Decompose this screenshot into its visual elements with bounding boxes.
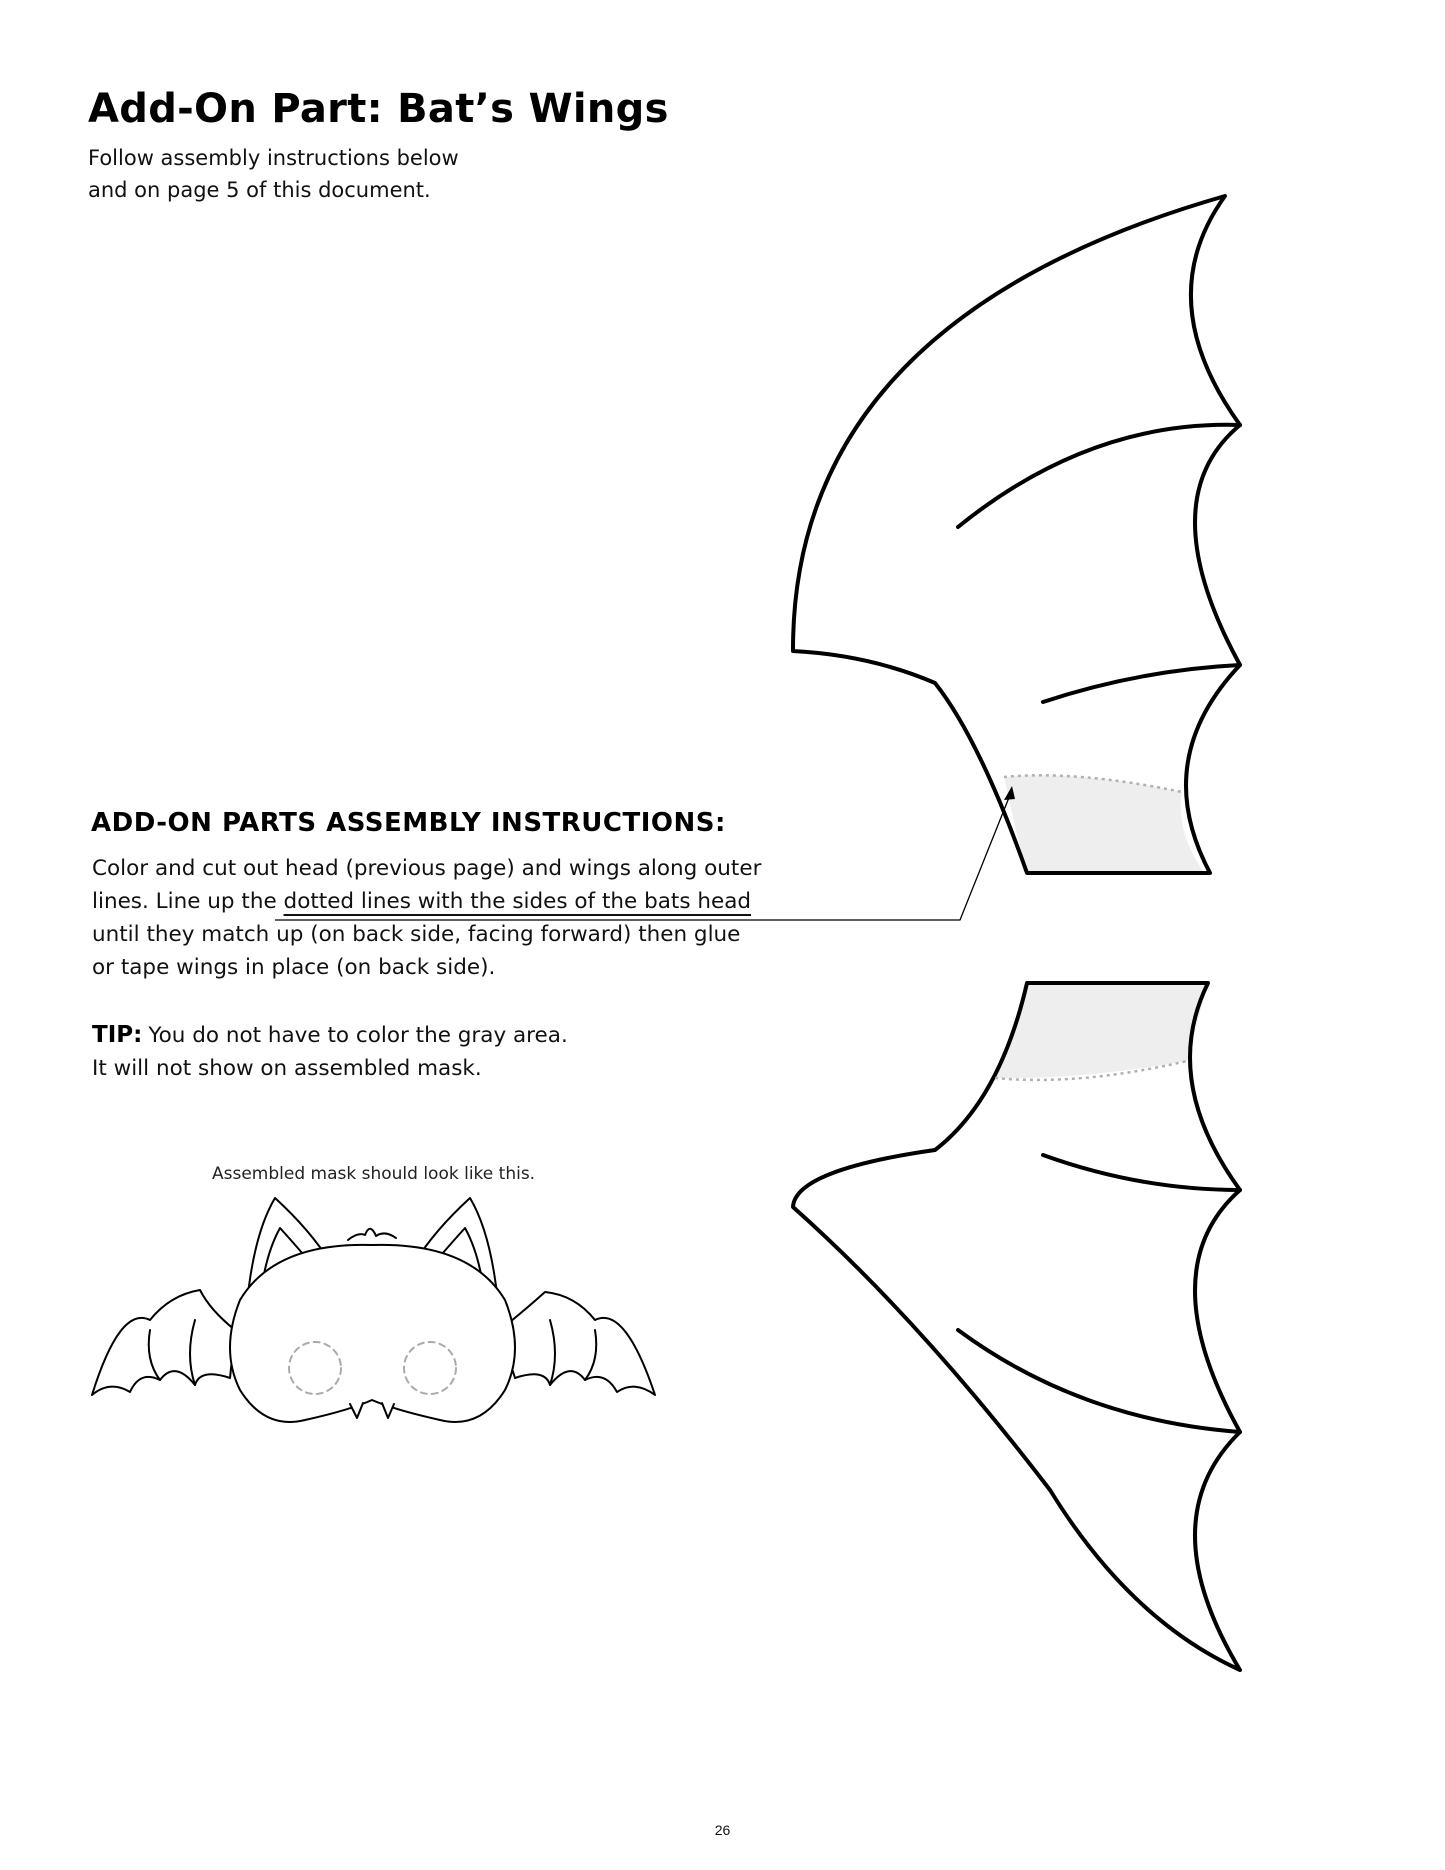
tip-line: It will not show on assembled mask.	[92, 1056, 482, 1081]
bottom-wing-outline	[793, 983, 1240, 1670]
instructions-line: until they match up (on back side, facing forward) then glue	[92, 922, 741, 947]
mask-fang-left	[350, 1403, 363, 1418]
instructions-line	[92, 885, 772, 918]
bottom-wing-rib-upper	[1043, 1155, 1240, 1190]
instructions-body	[92, 852, 772, 984]
top-wing-rib-upper	[958, 425, 1240, 527]
assembled-mask-illustration	[92, 1198, 655, 1422]
tip-text: You do not have to color the gray area.	[148, 1023, 568, 1048]
mask-head	[230, 1245, 515, 1422]
bottom-wing-rib-lower	[958, 1330, 1240, 1432]
instructions-line-text: lines. Line up the	[92, 889, 284, 914]
top-wing-outline	[793, 196, 1240, 873]
page-title: Add-On Part: Bat’s Wings	[88, 86, 669, 132]
instructions-heading: ADD-ON PARTS ASSEMBLY INSTRUCTIONS:	[91, 808, 726, 838]
instructions-line: or tape wings in place (on back side).	[92, 955, 496, 980]
illustration-caption: Assembled mask should look like this.	[212, 1164, 536, 1184]
top-wing-rib-lower	[1043, 665, 1240, 702]
mask-right-wing	[500, 1292, 655, 1395]
instructions-underlined-text: dotted lines with the sides of the bats head	[283, 889, 752, 914]
subtitle-line: and on page 5 of this document.	[88, 178, 431, 202]
mask-head-tuft	[348, 1229, 396, 1240]
top-wing-gray-area	[1004, 775, 1204, 873]
page-number: 26	[714, 1822, 731, 1838]
page-subtitle	[88, 142, 588, 206]
mask-left-wing	[92, 1290, 235, 1395]
tip-block	[92, 1019, 692, 1085]
tip-line	[92, 1019, 692, 1052]
tip-label: TIP:	[92, 1022, 143, 1048]
subtitle-line: Follow assembly instructions below	[88, 146, 459, 170]
mask-fang-right	[382, 1403, 394, 1418]
instructions-line: Color and cut out head (previous page) and wings along outer	[92, 856, 762, 881]
